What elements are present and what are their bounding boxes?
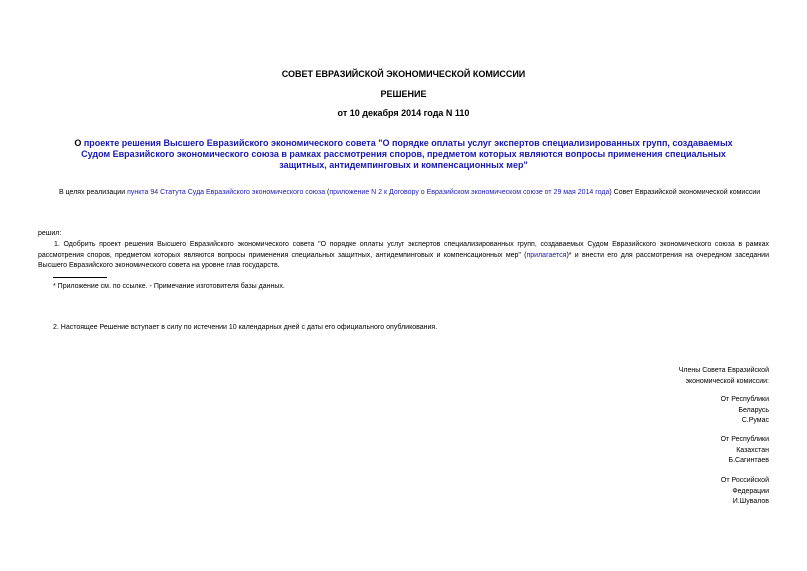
document-type: РЕШЕНИЕ — [380, 89, 427, 99]
footnote-divider — [53, 277, 107, 278]
signatures-heading-line-1: Члены Совета Евразийской — [678, 367, 769, 374]
signature-country-line-1: От Российской — [720, 477, 769, 484]
statute-link[interactable]: пункта 94 Статута Суда Евразийского экономического союза — [127, 189, 326, 196]
signature-block-belarus — [569, 395, 769, 427]
treaty-link[interactable]: приложение N 2 к Договору о Евразийском экономическом союзе от 29 мая 2014 года — [329, 189, 610, 196]
signature-country-line-1: От Республики — [720, 396, 769, 403]
title-link[interactable]: проекте решения Высшего Евразийского экономического совета "О порядке оплаты услуг экспертов специализированных групп, создаваемых Судом Евразийского экономического союза в рамках рассмотрения споров, предметом которых являются вопросы применения специальных защитных, антидемпинговых и компенсационных мер" — [81, 138, 733, 170]
signatures-heading — [569, 366, 769, 387]
signature-block-russia — [569, 476, 769, 508]
item-2: 2. Настоящее Решение вступает в силу по истечении 10 календарных дней с даты его официального опубликования. — [53, 324, 438, 331]
item-1 — [38, 240, 769, 272]
preamble-text-3: ) Совет Евразийской экономической комиссии — [609, 189, 761, 196]
signature-block-kazakhstan — [569, 435, 769, 467]
title-prefix: О — [74, 138, 84, 148]
preamble — [53, 188, 769, 199]
preamble-text-1: В целях реализации — [59, 189, 128, 196]
preamble-text-2: ( — [325, 189, 330, 196]
decided-label: решил: — [38, 230, 62, 237]
signature-name: Б.Сагинтаев — [728, 457, 769, 464]
signature-country-line-1: От Республики — [720, 436, 769, 443]
council-header: СОВЕТ ЕВРАЗИЙСКОЙ ЭКОНОМИЧЕСКОЙ КОМИССИИ — [281, 69, 526, 79]
item-1-text-2: )* и внести его для рассмотрения на очередном заседании Высшего Евразийского экономического совета на уровне глав государств. — [38, 251, 769, 269]
signature-country-line-2: Федерации — [732, 487, 769, 495]
attachment-link[interactable]: прилагается — [526, 251, 567, 259]
signatures-heading-line-2: экономической комиссии: — [685, 377, 769, 385]
footnote: * Приложение см. по ссылке. - Примечание изготовителя базы данных. — [53, 283, 285, 290]
document-title — [60, 138, 747, 171]
signature-name: И.Шувалов — [732, 498, 769, 505]
item-1-text-1: 1. Одобрить проект решения Высшего Евразийского экономического совета "О порядке оплаты услуг экспертов специализированных групп, создаваемых Судом Евразийского экономического союза в рамках рассмотрения споров, предметом которых являются вопросы применения специальных защитных, антидемпинговых и компенсационных мер" ( — [38, 241, 769, 259]
signature-name: С.Румас — [741, 417, 769, 424]
document-date: от 10 декабря 2014 года N 110 — [337, 108, 470, 118]
signature-country-line-2: Казахстан — [736, 446, 769, 454]
signature-country-line-2: Беларусь — [738, 406, 769, 414]
